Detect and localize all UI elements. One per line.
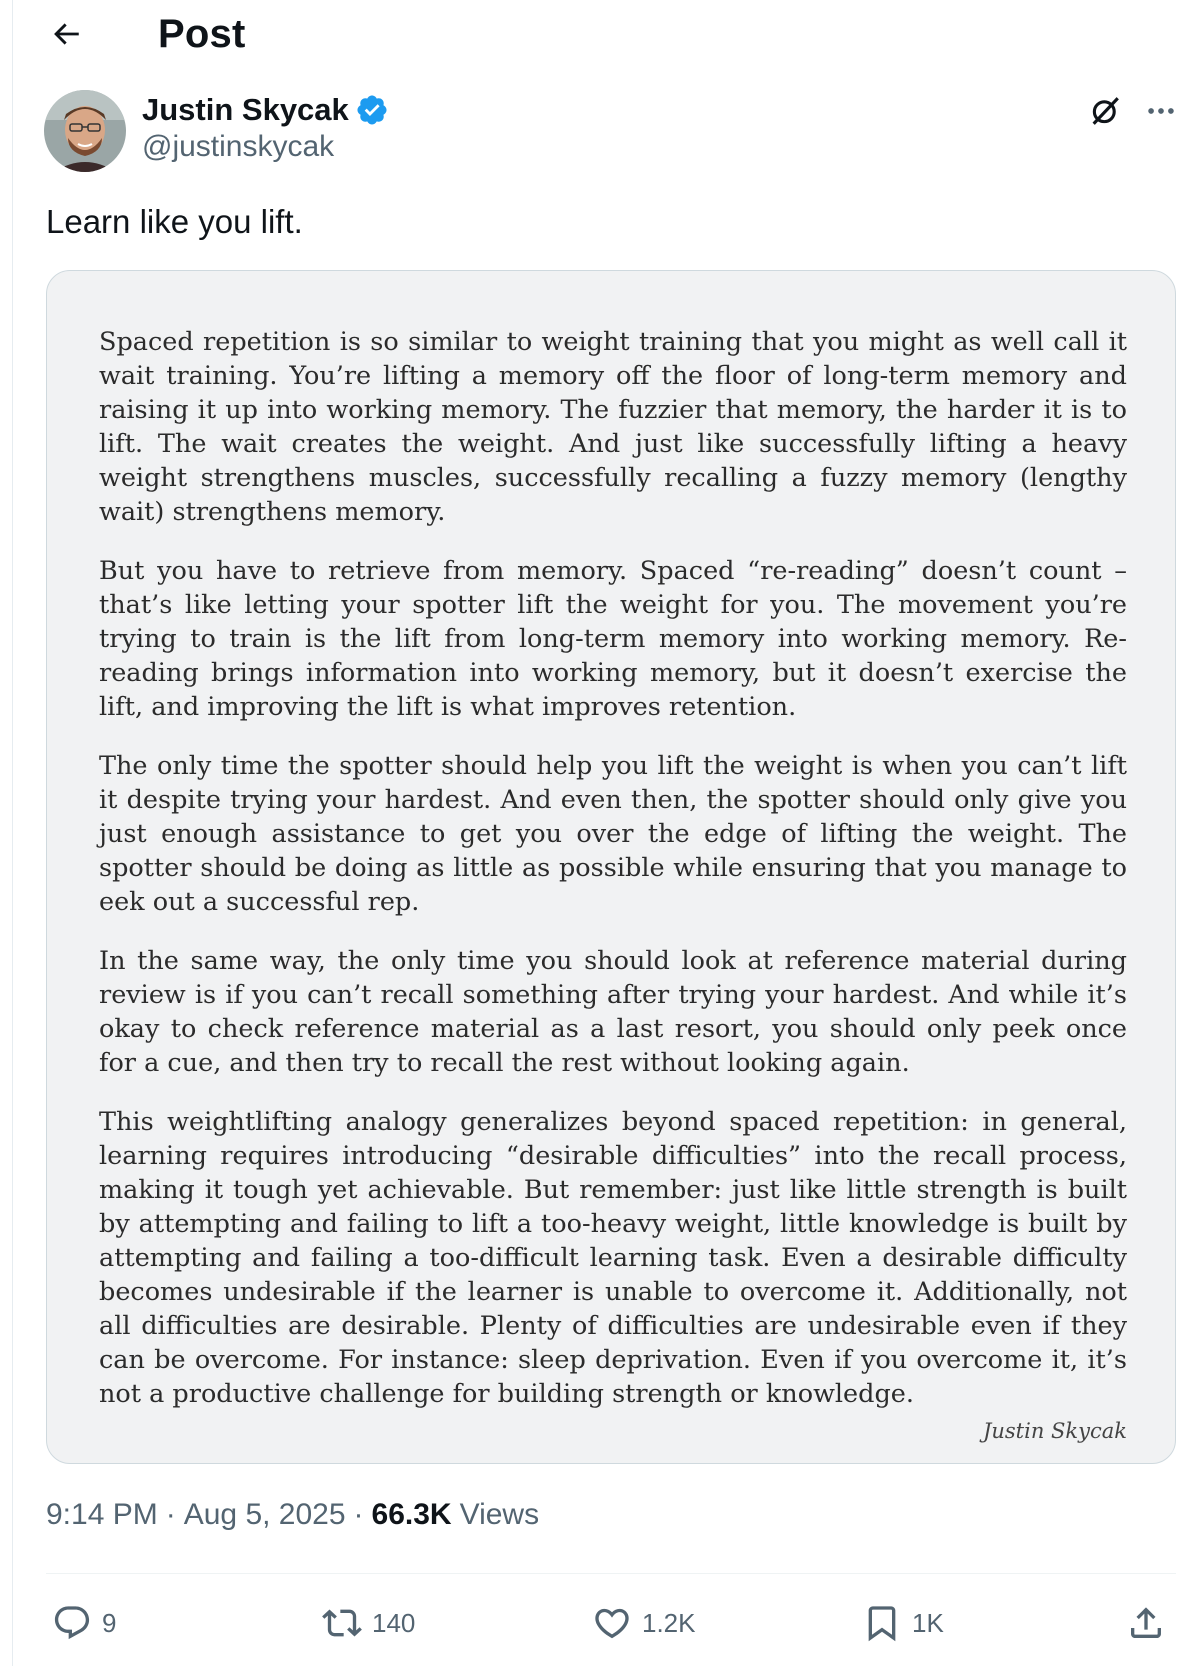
repost-count: 140 — [372, 1607, 416, 1638]
card-paragraph-4: In the same way, the only time you should look at reference material during review is if you can’t recall something after trying your hardest. And while it’s okay to check reference material as a last resort, you should only peek once for a cue, and then try to recall the rest without looking again. — [99, 946, 1127, 1078]
author-handle[interactable]: @justinskycak — [142, 130, 335, 163]
views-label: Views — [459, 1498, 540, 1531]
share-icon — [1126, 1603, 1166, 1643]
meta-separator: · — [353, 1498, 364, 1531]
embedded-text-card[interactable] — [46, 270, 1176, 1464]
repost-icon — [322, 1603, 362, 1643]
bookmark-button[interactable] — [862, 1600, 944, 1646]
bookmark-icon — [862, 1603, 902, 1643]
card-paragraph-1: Spaced repetition is so similar to weight training that you might as well call it wait training. You’re lifting a memory off the floor of long-term memory and raising it up into working memory. The fuzzier that memory, the harder it is to lift. The wait creates the weight. And just like successfully lifting a heavy weight strengthens muscles, successfully recalling a fuzzy memory (lengthy wait) strengthens memory. — [99, 327, 1127, 527]
arrow-left-icon — [49, 17, 83, 51]
column-border — [12, 0, 13, 1666]
card-body — [99, 325, 1127, 1436]
card-paragraph-3: The only time the spotter should help you lift the weight is when you can’t lift it despite trying your hardest. And even then, the spotter should only give you just enough assistance to get you over the edge of lifting the weight. The spotter should be doing as little as possible while ensuring that you manage to eek out a successful rep. — [99, 751, 1127, 917]
reply-button[interactable] — [52, 1600, 116, 1646]
grok-button[interactable] — [1082, 88, 1128, 134]
bookmark-count: 1K — [912, 1607, 944, 1638]
back-button[interactable] — [46, 14, 86, 54]
grok-icon — [1088, 94, 1122, 128]
repost-button[interactable] — [322, 1600, 415, 1646]
avatar-image — [44, 90, 126, 172]
post-time[interactable]: 9:14 PM — [46, 1498, 158, 1531]
page-header — [46, 6, 245, 62]
views-count: 66.3K — [371, 1498, 452, 1531]
author-name[interactable]: Justin Skycak — [142, 92, 349, 127]
post-meta — [46, 1498, 539, 1532]
author-name-row — [142, 88, 389, 132]
card-paragraph-2: But you have to retrieve from memory. Spaced “re-reading” doesn’t count – that’s like letting your spotter lift the weight for you. The movement you’re trying to train is the lift from long-term memory into working memory. Re-reading brings information into working memory, but it doesn’t exercise the lift, and improving the lift is what improves retention. — [99, 556, 1127, 722]
page-title: Post — [158, 11, 246, 56]
card-paragraph-5: This weightlifting analogy generalizes beyond spaced repetition: in general, learning requires introducing “desirable difficulties” into the recall process, making it tough yet achievable. But remember: just like little strength is built by attempting and failing to lift a too-heavy weight, little knowledge is built by attempting and failing a too-difficult learning task. Even a desirable difficulty becomes undesirable if the learner is unable to overcome it. Additionally, not all difficulties are desirable. Plenty of difficulties are undesirable even if they can be overcome. For instance: sleep deprivation. Even if you overcome it, it’s not a productive challenge for building strength or knowledge. — [99, 1107, 1127, 1409]
like-count: 1.2K — [642, 1607, 696, 1638]
divider — [46, 1573, 1176, 1574]
reply-icon — [52, 1603, 92, 1643]
like-button[interactable] — [592, 1600, 696, 1646]
more-horizontal-icon — [1144, 94, 1178, 128]
card-signature: Justin Skycak — [982, 1419, 1127, 1443]
meta-separator: · — [165, 1498, 176, 1531]
heart-icon — [592, 1603, 632, 1643]
verified-badge-icon — [355, 93, 389, 127]
reply-count: 9 — [102, 1607, 117, 1638]
tweet-text: Learn like you lift. — [46, 203, 303, 240]
post-date[interactable]: Aug 5, 2025 — [183, 1498, 346, 1531]
more-button[interactable] — [1138, 88, 1184, 134]
share-button[interactable] — [1126, 1600, 1166, 1646]
avatar[interactable] — [44, 90, 126, 172]
